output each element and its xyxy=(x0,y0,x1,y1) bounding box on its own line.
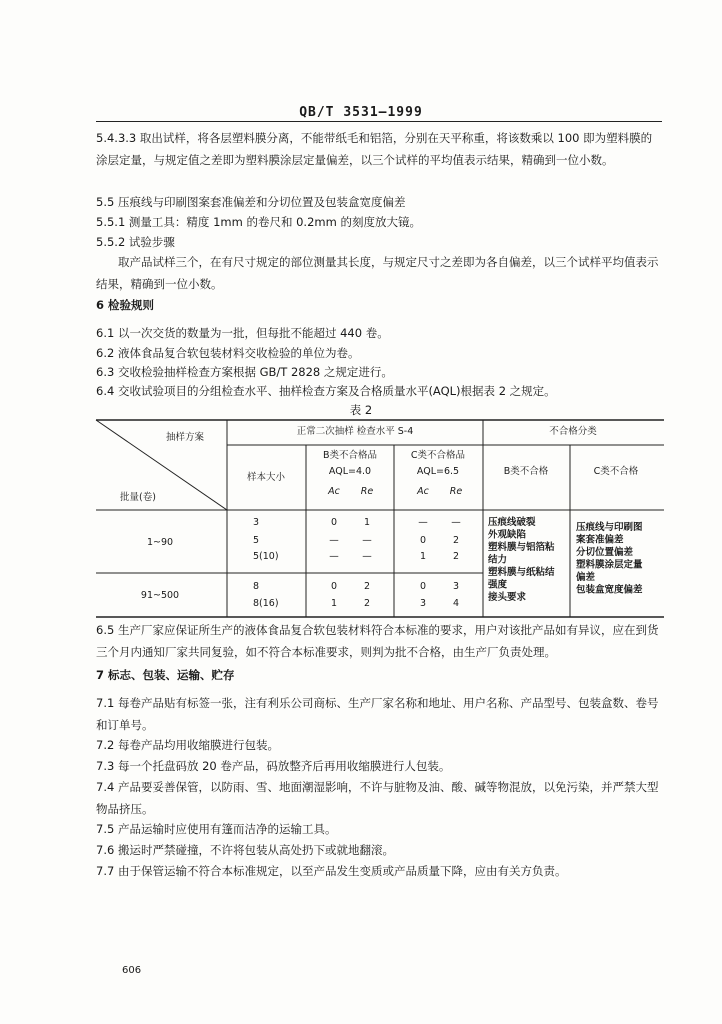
c-ac-value: — xyxy=(418,517,428,528)
c-re-value: 4 xyxy=(452,598,460,609)
c-re-value: 2 xyxy=(452,551,460,562)
page-number: 606 xyxy=(122,965,142,976)
clause-6-5: 6.5 生产厂家应保证所生产的液体食品复合软包装材料符合本标准的要求，用户对该批产品如有异议，应在到货三个月内通知厂家共同复验，如不符合本标准要求，则判为批不合格，由生产厂负责处理。 xyxy=(96,623,659,659)
c-re-value: 3 xyxy=(452,581,460,592)
clause-5-5-2-text: 取产品试样三个，在有尺寸规定的部位测量其长度，与规定尺寸之差即为各自偏差，以三个试样平均值表示结果，精确到一位小数。 xyxy=(96,255,659,291)
sample-size: 8 xyxy=(253,581,260,592)
clause-7-7: 7.7 由于保管运输不符合本标准规定，以至产品发生变质或产品质量下降，应由有关方负责。 xyxy=(96,864,567,878)
clause-7-5: 7.5 产品运输时应使用有篷而洁净的运输工具。 xyxy=(96,822,337,836)
clause-6-1: 6.1 以一次交货的数量为一批，但每批不能超过 440 卷。 xyxy=(96,326,389,340)
h-nonconf: 不合格分类 xyxy=(549,426,597,437)
b-class-item: 压痕线破裂 xyxy=(488,517,536,528)
table-diagonal xyxy=(96,420,227,510)
c-ac-value: 1 xyxy=(419,551,427,562)
h-b-ac: Ac xyxy=(328,486,340,497)
b-re-value: 1 xyxy=(363,517,371,528)
h-c-ac: Ac xyxy=(417,486,429,497)
b-class-item: 塑料膜与纸粘结 xyxy=(488,567,555,578)
clause-6-3: 6.3 交收检验抽样检查方案根据 GB/T 2828 之规定进行。 xyxy=(96,365,393,379)
clause-5-5-1: 5.5.1 测量工具：精度 1mm 的卷尺和 0.2mm 的刻度放大镜。 xyxy=(96,215,421,229)
clause-5-5-2: 5.5.2 试验步骤 xyxy=(96,235,175,249)
c-re-value: 2 xyxy=(452,535,460,546)
b-class-item: 塑料膜与铝箔粘 xyxy=(488,542,555,553)
c-ac-value: 3 xyxy=(419,598,427,609)
c-class-item: 案套准偏差 xyxy=(576,534,624,546)
b-re-value: — xyxy=(362,535,372,546)
clause-7-2: 7.2 每卷产品均用收缩膜进行包装。 xyxy=(96,738,279,752)
h-b-re: Re xyxy=(360,486,374,497)
b-class-item: 外观缺陷 xyxy=(488,529,527,541)
clause-5-4-3-3: 5.4.3.3 取出试样，将各层塑料膜分离，不能带纸毛和铝箔，分别在天平称重，将该数乘以 100 即为塑料膜的涂层定量，与规定值之差即为塑料膜涂层定量偏差，以三个试样的平均值表示结果，精确到一位小数。 xyxy=(96,131,653,167)
clause-6-2: 6.2 液体食品复合软包装材料交收检验的单位为卷。 xyxy=(96,346,360,360)
b-ac-value: 0 xyxy=(330,517,338,528)
h-batch: 批量(卷) xyxy=(120,492,156,503)
sample-size: 3 xyxy=(253,517,260,528)
section-6-heading: 6 检验规则 xyxy=(96,298,155,312)
clause-5-5: 5.5 压痕线与印刷图案套准偏差和分切位置及包装盒宽度偏差 xyxy=(96,195,406,209)
h-scheme: 抽样方案 xyxy=(165,432,205,443)
b-re-value: 2 xyxy=(363,598,371,609)
table-caption: 表 2 xyxy=(349,403,373,417)
b-ac-value: 1 xyxy=(330,598,338,609)
h-c-class: C类不合格 xyxy=(593,466,639,477)
b-ac-value: 0 xyxy=(330,581,338,592)
clause-6-4: 6.4 交收试验项目的分组检查水平、抽样检查方案及合格质量水平(AQL)根据表 2 之规定。 xyxy=(96,384,556,398)
sample-size: 5 xyxy=(253,535,260,546)
h-c-re: Re xyxy=(449,486,463,497)
b-class-item: 结力 xyxy=(488,554,508,566)
clause-7-3: 7.3 每一个托盘码放 20 卷产品，码放整齐后再用收缩膜进行人包装。 xyxy=(96,759,451,773)
h-normal: 正常二次抽样 检查水平 S-4 xyxy=(296,426,414,437)
sample-size: 5(10) xyxy=(253,551,279,562)
b-class-item: 接头要求 xyxy=(488,592,527,603)
h-c-top: C类不合格品 xyxy=(410,450,466,461)
clause-7-6: 7.6 搬运时严禁碰撞，不许将包装从高处扔下或就地翻滚。 xyxy=(96,843,394,857)
b-ac-value: — xyxy=(329,551,339,562)
b-ac-value: — xyxy=(329,535,339,546)
h-b-top: B类不合格品 xyxy=(322,450,378,461)
c-class-item: 偏差 xyxy=(576,572,596,583)
b-class-item: 强度 xyxy=(488,579,508,591)
c-class-item: 塑料膜涂层定量 xyxy=(576,559,643,571)
h-sample: 样本大小 xyxy=(246,472,286,483)
sample-size: 8(16) xyxy=(253,598,279,609)
clause-7-1: 7.1 每卷产品贴有标签一张，注有利乐公司商标、生产厂家名称和地址、用户名称、产品型号、包装盒数、卷号和订单号。 xyxy=(96,696,659,732)
standard-number-header: QB/T 3531—1999 xyxy=(299,105,423,120)
c-class-item: 分切位置偏差 xyxy=(576,547,634,558)
c-class-item: 压痕线与印刷图 xyxy=(576,522,643,533)
section-7-heading: 7 标志、包装、运输、贮存 xyxy=(96,668,235,682)
h-b-class: B类不合格 xyxy=(503,466,549,477)
h-b-aql: AQL=4.0 xyxy=(328,466,372,477)
b-re-value: — xyxy=(362,551,372,562)
c-re-value: — xyxy=(451,517,461,528)
batch-range: 91~500 xyxy=(140,590,180,601)
batch-range: 1~90 xyxy=(146,537,174,548)
clause-7-4: 7.4 产品要妥善保管，以防雨、雪、地面潮湿影响，不许与脏物及油、酸、碱等物混放，以免污染，并严禁大型物品挤压。 xyxy=(96,780,659,816)
c-ac-value: 0 xyxy=(419,581,427,592)
h-c-aql: AQL=6.5 xyxy=(416,466,460,477)
c-class-item: 包装盒宽度偏差 xyxy=(576,584,643,596)
c-ac-value: 0 xyxy=(419,535,427,546)
b-re-value: 2 xyxy=(363,581,371,592)
